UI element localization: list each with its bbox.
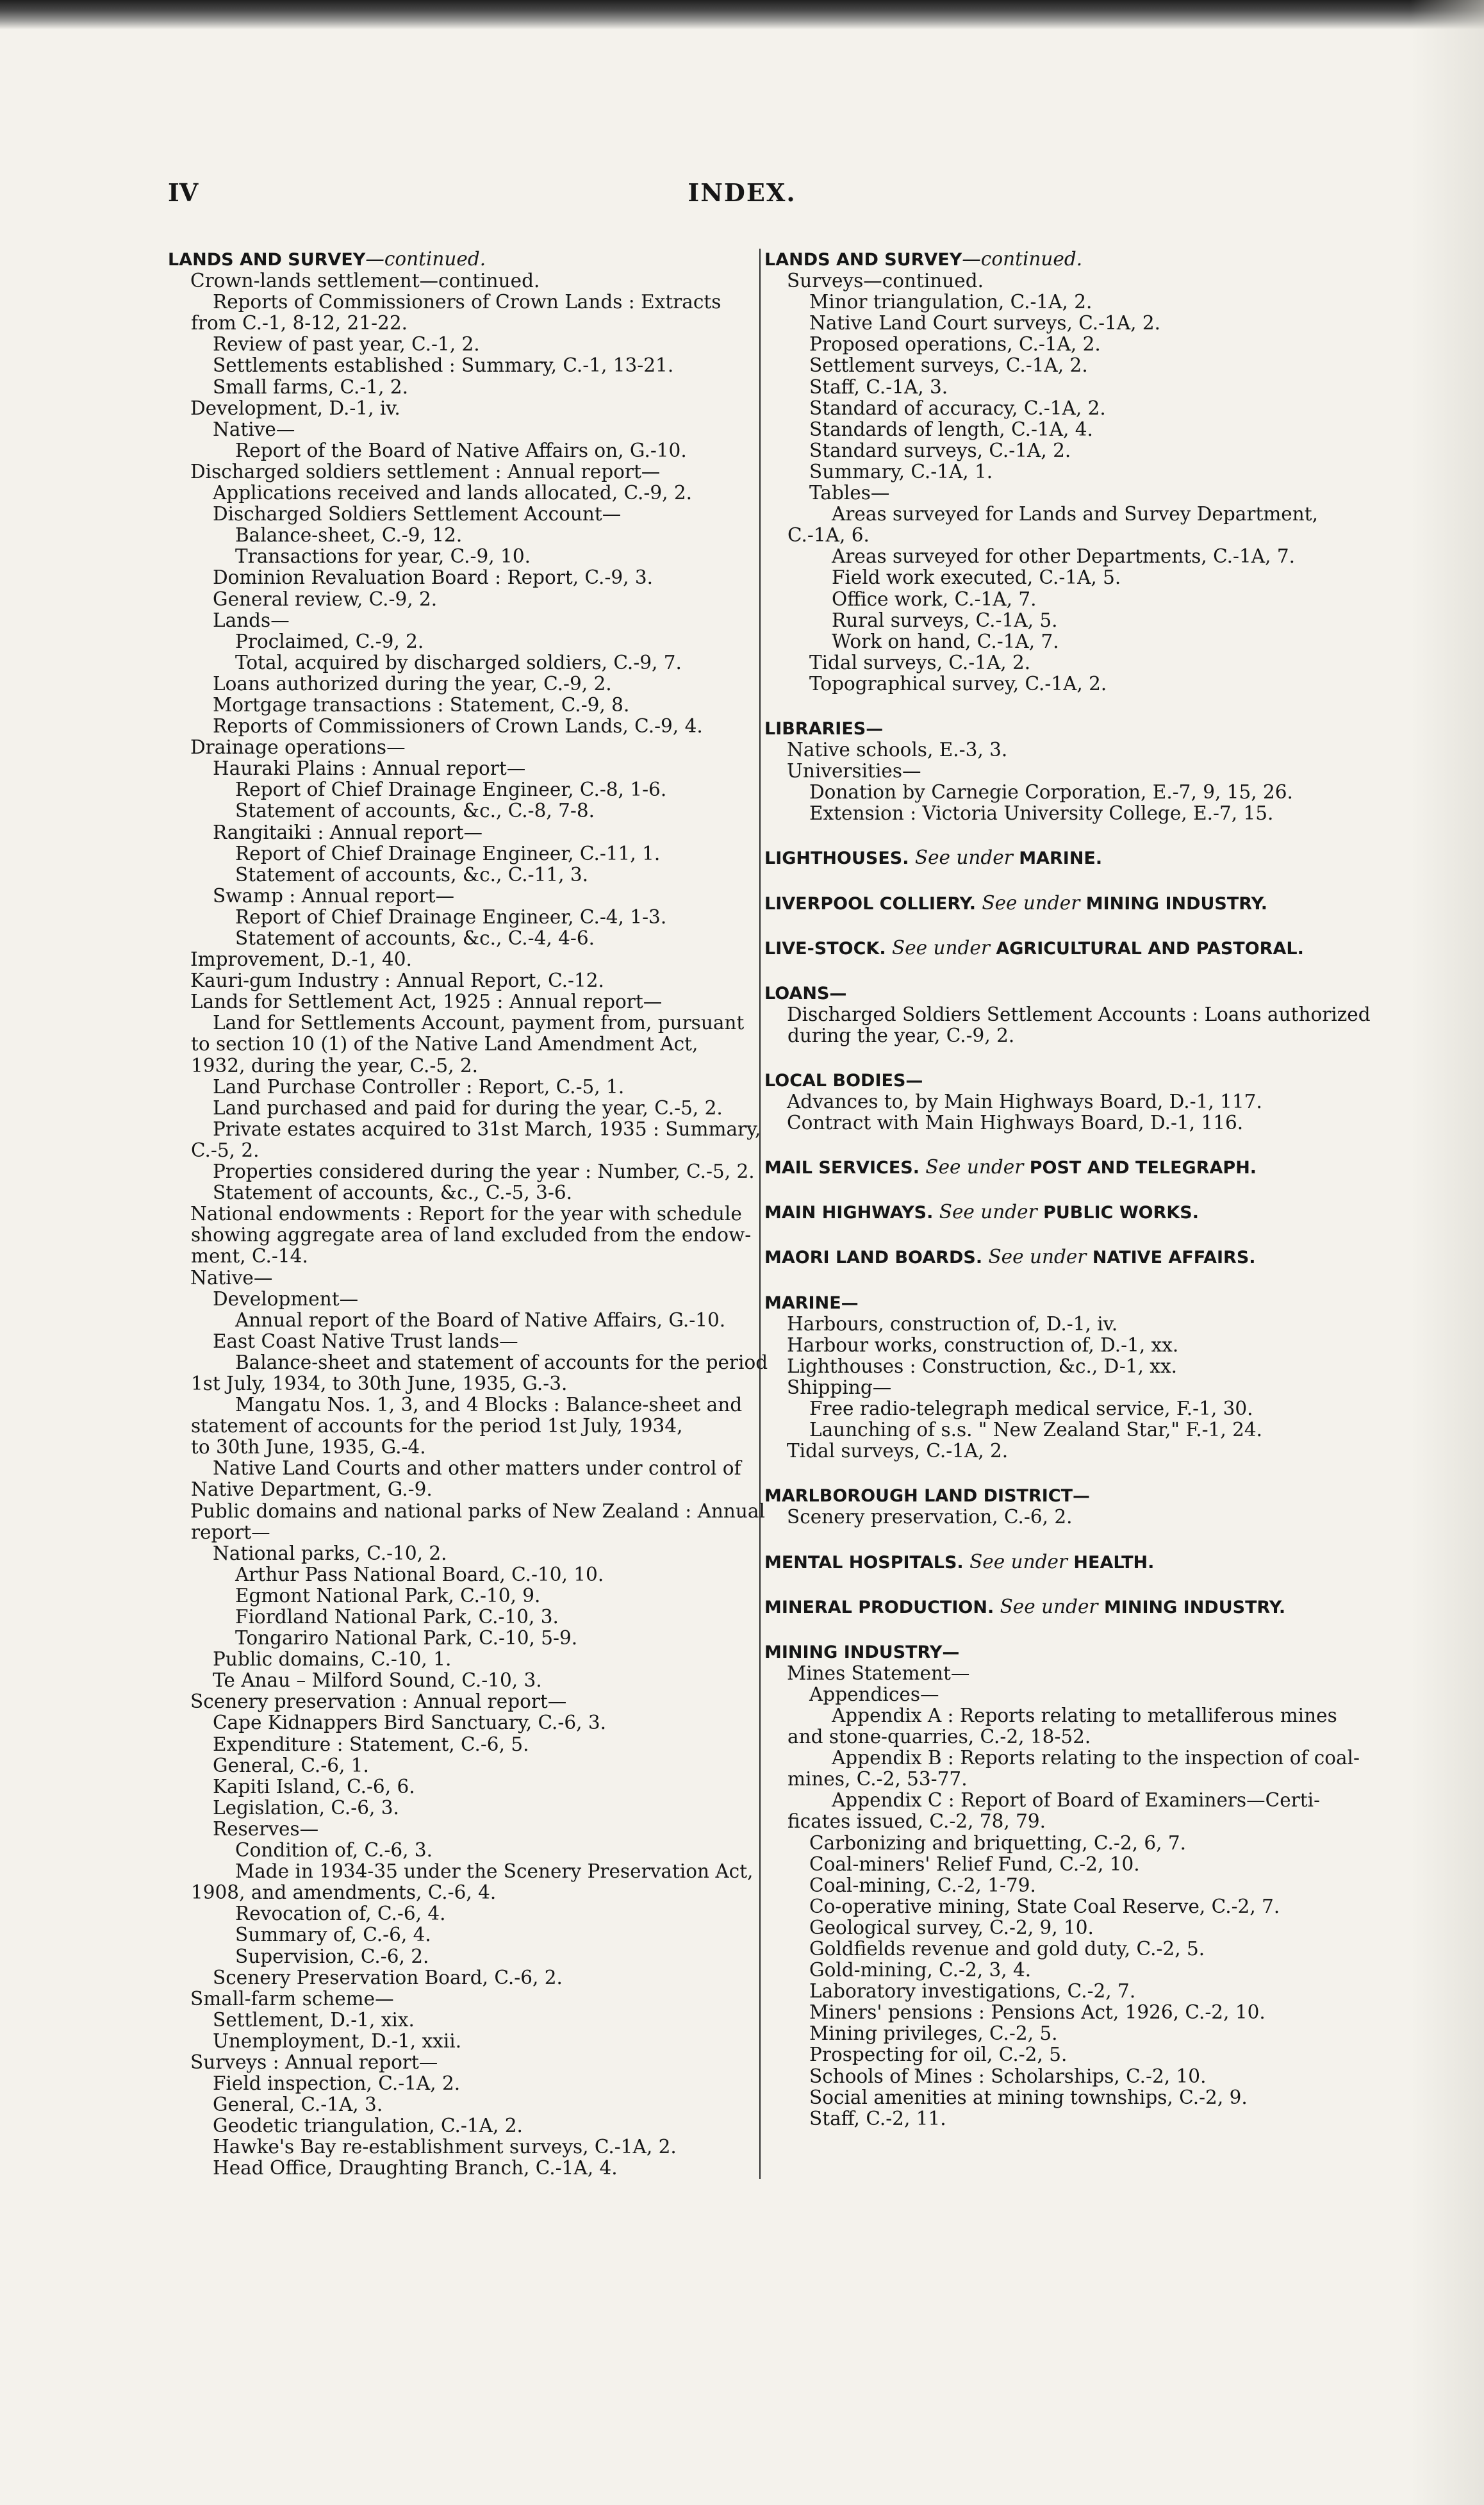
index-entry: ment, C.-14.	[191, 1245, 308, 1268]
entry-spacer	[764, 695, 1367, 718]
index-entry: Annual report of the Board of Native Affairs, G.-10.	[235, 1309, 726, 1331]
index-entry: Geological survey, C.-2, 9, 10.	[809, 1916, 1094, 1939]
index-entry: Native—	[213, 418, 295, 440]
index-entry: Mines Statement—	[787, 1662, 970, 1684]
index-entry: Tongariro National Park, C.-10, 5-9.	[235, 1627, 578, 1649]
index-entry: Discharged soldiers settlement : Annual report—	[190, 460, 661, 483]
see-under-label: See under	[969, 1550, 1068, 1573]
index-entry: Mining privileges, C.-2, 5.	[809, 2022, 1058, 2045]
see-under-label: See under	[988, 1246, 1087, 1268]
index-entry: Surveys—continued.	[787, 270, 984, 292]
index-entry: Rural surveys, C.-1A, 5.	[832, 609, 1058, 631]
index-entry: Private estates acquired to 31st March, 1935 : Summary,	[213, 1118, 761, 1140]
index-entry: General review, C.-9, 2.	[213, 588, 438, 610]
index-entry: Harbours, construction of, D.-1, iv.	[787, 1312, 1118, 1335]
index-column-right	[759, 248, 1371, 2179]
index-entry: Made in 1934-35 under the Scenery Preservation Act,	[235, 1860, 754, 1883]
index-heading	[764, 718, 1367, 740]
index-entry: Tables—	[809, 482, 890, 504]
index-entry: Cape Kidnappers Bird Sanctuary, C.-6, 3.	[213, 1712, 607, 1734]
index-entry: Swamp : Annual report—	[213, 884, 454, 907]
index-entry: C.-1A, 6.	[787, 524, 870, 547]
index-entry: Arthur Pass National Board, C.-10, 10.	[235, 1563, 604, 1585]
entry-spacer	[764, 1573, 1367, 1596]
index-entry: Coal-mining, C.-2, 1-79.	[809, 1874, 1036, 1896]
index-entry: Loans authorized during the year, C.-9, 2.	[213, 672, 612, 695]
index-heading	[168, 249, 763, 270]
page-edge-shade	[1410, 0, 1484, 2505]
index-entry: Report of Chief Drainage Engineer, C.-8, 1-6.	[235, 779, 667, 801]
heading-text: MARINE—	[764, 1293, 859, 1313]
index-entry: Settlement surveys, C.-1A, 2.	[809, 354, 1088, 377]
index-entry: Discharged Soldiers Settlement Account—	[213, 503, 622, 525]
index-entry: Rangitaiki : Annual report—	[213, 821, 483, 843]
index-entry: Free radio-telegraph medical service, F.-1, 30.	[809, 1398, 1253, 1420]
cross-reference-target: MARINE.	[1019, 848, 1103, 869]
index-entry: Report of the Board of Native Affairs on, G.-10.	[235, 439, 687, 461]
index-entry: Native Land Court surveys, C.-1A, 2.	[809, 312, 1161, 335]
index-entry: Balance-sheet and statement of accounts for the period	[235, 1351, 768, 1373]
index-entry: Field work executed, C.-1A, 5.	[832, 566, 1121, 589]
index-entry: Contract with Main Highways Board, D.-1, 116.	[787, 1112, 1244, 1134]
index-entry: Balance-sheet, C.-9, 12.	[235, 524, 463, 547]
index-entry: Unemployment, D.-1, xxii.	[213, 2030, 462, 2052]
index-entry: Scenery preservation, C.-6, 2.	[787, 1506, 1073, 1528]
index-entry: 1st July, 1934, to 30th June, 1935, G.-3.	[191, 1372, 568, 1394]
scan-edge-shadow	[0, 0, 1484, 29]
index-entry: and stone-quarries, C.-2, 18-52.	[787, 1726, 1091, 1748]
entry-spacer	[764, 1134, 1367, 1157]
entry-spacer	[764, 1528, 1367, 1551]
index-entry: General, C.-6, 1.	[213, 1754, 369, 1776]
index-entry: Hawke's Bay re-establishment surveys, C.-1A, 2.	[213, 2136, 677, 2158]
index-entry: Applications received and lands allocated, C.-9, 2.	[213, 482, 693, 504]
entry-spacer	[764, 1618, 1367, 1641]
index-entry: Native Department, G.-9.	[191, 1478, 433, 1501]
index-entry: Reserves—	[213, 1817, 319, 1840]
index-entry: Statement of accounts, &c., C.-5, 3-6.	[213, 1182, 573, 1204]
index-heading	[764, 893, 1367, 914]
heading-text: LIBRARIES—	[764, 718, 884, 739]
entry-spacer	[764, 1269, 1367, 1292]
index-entry: Work on hand, C.-1A, 7.	[832, 630, 1059, 652]
index-entry: Report of Chief Drainage Engineer, C.-11, 1.	[235, 842, 661, 864]
index-entry: Extension : Victoria University College, E.-7, 15.	[809, 802, 1274, 825]
entry-spacer	[764, 1462, 1367, 1485]
index-entry: Surveys : Annual report—	[190, 2051, 438, 2073]
index-entry: Gold-mining, C.-2, 3, 4.	[809, 1959, 1032, 1981]
index-entry: Discharged Soldiers Settlement Accounts : Loans authorized	[787, 1003, 1371, 1025]
index-entry: 1908, and amendments, C.-6, 4.	[191, 1881, 497, 1904]
heading-text: MAIL SERVICES.	[764, 1158, 919, 1178]
index-heading	[764, 1070, 1367, 1091]
index-entry: Native Land Courts and other matters under control of	[213, 1457, 741, 1480]
index-heading	[764, 1485, 1367, 1507]
index-entry: Staff, C.-1A, 3.	[809, 376, 948, 398]
index-entry: Native schools, E.-3, 3.	[787, 739, 1008, 761]
entry-spacer	[764, 870, 1367, 893]
index-entry: Crown-lands settlement—continued.	[190, 270, 540, 292]
index-entry: Standard of accuracy, C.-1A, 2.	[809, 397, 1106, 419]
index-heading	[764, 1202, 1367, 1223]
index-entry: Shipping—	[787, 1376, 892, 1398]
index-entry: Appendix A : Reports relating to metalliferous mines	[832, 1704, 1337, 1726]
index-entry: from C.-1, 8-12, 21-22.	[191, 312, 408, 335]
index-entry: Land purchased and paid for during the year, C.-5, 2.	[213, 1096, 723, 1119]
index-entry: to 30th June, 1935, G.-4.	[191, 1436, 426, 1459]
index-entry: Public domains, C.-10, 1.	[213, 1648, 452, 1671]
see-under-label: See under	[892, 936, 990, 959]
index-entry: Statement of accounts, &c., C.-4, 4-6.	[235, 927, 595, 949]
index-entry: Scenery preservation : Annual report—	[190, 1691, 567, 1713]
index-entry: Minor triangulation, C.-1A, 2.	[809, 291, 1092, 313]
index-entry: Report of Chief Drainage Engineer, C.-4, 1-3.	[235, 905, 667, 928]
entry-spacer	[764, 824, 1367, 847]
index-entry: Staff, C.-2, 11.	[809, 2107, 946, 2129]
see-under-label: See under	[939, 1201, 1037, 1223]
index-entry: East Coast Native Trust lands—	[213, 1330, 518, 1352]
index-entry: Prospecting for oil, C.-2, 5.	[809, 2044, 1068, 2066]
index-entry: Areas surveyed for other Departments, C.-1A, 7.	[832, 545, 1295, 568]
entry-spacer	[764, 959, 1367, 982]
heading-text: MAORI LAND BOARDS.	[764, 1248, 983, 1268]
index-entry: Settlement, D.-1, xix.	[213, 2008, 415, 2031]
heading-text: LANDS AND SURVEY	[764, 250, 962, 270]
index-entry: Mortgage transactions : Statement, C.-9, 8.	[213, 693, 630, 716]
index-entry: Universities—	[787, 760, 921, 782]
index-entry: Summary, C.-1A, 1.	[809, 460, 993, 483]
index-heading	[764, 982, 1367, 1004]
index-heading	[764, 1246, 1367, 1268]
index-entry: Topographical survey, C.-1A, 2.	[809, 672, 1107, 695]
index-entry: Launching of s.s. " New Zealand Star," F.-1, 24.	[809, 1419, 1263, 1441]
index-entry: Proclaimed, C.-9, 2.	[235, 630, 424, 652]
index-entry: Supervision, C.-6, 2.	[235, 1945, 429, 1967]
index-entry: Goldfields revenue and gold duty, C.-2, 5.	[809, 1938, 1205, 1960]
index-entry: Statement of accounts, &c., C.-8, 7-8.	[235, 800, 595, 822]
index-entry: Hauraki Plains : Annual report—	[213, 757, 526, 780]
entry-spacer	[764, 914, 1367, 938]
index-entry: Coal-miners' Relief Fund, C.-2, 10.	[809, 1853, 1140, 1875]
index-entry: National parks, C.-10, 2.	[213, 1542, 447, 1564]
index-entry: 1932, during the year, C.-5, 2.	[191, 1054, 479, 1077]
index-entry: Legislation, C.-6, 3.	[213, 1796, 399, 1819]
cross-reference-target: HEALTH.	[1073, 1552, 1155, 1573]
index-entry: Co-operative mining, State Coal Reserve, C.-2, 7.	[809, 1895, 1280, 1917]
index-heading	[764, 1292, 1367, 1314]
index-entry: showing aggregate area of land excluded from the endow-	[191, 1224, 752, 1246]
index-entry: Condition of, C.-6, 3.	[235, 1839, 433, 1862]
index-entry: Summary of, C.-6, 4.	[235, 1924, 431, 1946]
index-heading	[764, 1641, 1367, 1663]
index-entry: mines, C.-2, 53-77.	[787, 1768, 968, 1790]
heading-text: LIVERPOOL COLLIERY.	[764, 893, 976, 914]
index-entry: Kapiti Island, C.-6, 6.	[213, 1775, 415, 1798]
index-entry: Laboratory investigations, C.-2, 7.	[809, 1980, 1136, 2003]
index-entry: Donation by Carnegie Corporation, E.-7, 9, 15, 26.	[809, 781, 1293, 804]
index-entry: Te Anau – Milford Sound, C.-10, 3.	[213, 1669, 542, 1692]
heading-text: MENTAL HOSPITALS.	[764, 1552, 964, 1573]
index-entry: Total, acquired by discharged soldiers, C.-9, 7.	[235, 651, 682, 674]
index-entry: Review of past year, C.-1, 2.	[213, 333, 480, 356]
index-entry: Kauri-gum Industry : Annual Report, C.-12.	[190, 970, 604, 992]
index-entry: Dominion Revaluation Board : Report, C.-9, 3.	[213, 566, 654, 589]
page-number: IV	[168, 178, 199, 207]
heading-text: LANDS AND SURVEY	[168, 250, 366, 270]
index-entry: Appendices—	[809, 1683, 939, 1705]
index-entry: National endowments : Report for the year with schedule	[190, 1203, 742, 1225]
page-title: INDEX.	[688, 178, 796, 207]
index-entry: Carbonizing and briquetting, C.-2, 6, 7.	[809, 1831, 1187, 1854]
index-entry: Small-farm scheme—	[190, 1987, 394, 2010]
index-entry: Scenery Preservation Board, C.-6, 2.	[213, 1966, 563, 1988]
index-entry: Schools of Mines : Scholarships, C.-2, 10.	[809, 2065, 1207, 2087]
index-entry: Improvement, D.-1, 40.	[190, 948, 412, 971]
index-entry: Transactions for year, C.-9, 10.	[235, 545, 531, 568]
index-entry: report—	[191, 1521, 270, 1543]
continued-label: —continued.	[962, 248, 1083, 270]
index-entry: Egmont National Park, C.-10, 9.	[235, 1584, 541, 1607]
heading-text: LIGHTHOUSES.	[764, 848, 909, 869]
index-entry: Reports of Commissioners of Crown Lands, C.-9, 4.	[213, 715, 703, 738]
index-entry: Land Purchase Controller : Report, C.-5, 1.	[213, 1075, 625, 1098]
entry-spacer	[764, 1223, 1367, 1246]
index-entry: Miners' pensions : Pensions Act, 1926, C.-2, 10.	[809, 2001, 1266, 2024]
see-under-label: See under	[1000, 1595, 1098, 1617]
index-entry: Areas surveyed for Lands and Survey Department,	[832, 503, 1318, 525]
see-under-label: See under	[982, 891, 1080, 914]
index-entry: Mangatu Nos. 1, 3, and 4 Blocks : Balance-sheet and	[235, 1394, 743, 1416]
index-entry: during the year, C.-9, 2.	[787, 1024, 1015, 1046]
index-entry: Proposed operations, C.-1A, 2.	[809, 333, 1101, 356]
heading-text: LOANS—	[764, 983, 847, 1004]
index-entry: Head Office, Draughting Branch, C.-1A, 4.	[213, 2157, 618, 2179]
cross-reference-target: POST AND TELEGRAPH.	[1029, 1158, 1257, 1178]
index-entry: Small farms, C.-1, 2.	[213, 376, 409, 398]
index-entry: Geodetic triangulation, C.-1A, 2.	[213, 2115, 523, 2137]
index-entry: Drainage operations—	[190, 736, 406, 759]
index-entry: Public domains and national parks of New Zealand : Annual	[190, 1500, 765, 1522]
heading-text: LIVE-STOCK.	[764, 938, 886, 959]
index-entry: Appendix C : Report of Board of Examiners—Certi-	[832, 1789, 1321, 1812]
index-entry: Development—	[213, 1287, 359, 1310]
see-under-label: See under	[925, 1156, 1024, 1178]
index-entry: Tidal surveys, C.-1A, 2.	[809, 651, 1031, 674]
index-entry: General, C.-1A, 3.	[213, 2094, 383, 2116]
index-entry: Revocation of, C.-6, 4.	[235, 1903, 446, 1925]
heading-text: MAIN HIGHWAYS.	[764, 1203, 934, 1223]
index-heading	[764, 1157, 1367, 1178]
index-heading	[764, 847, 1367, 869]
index-entry: Field inspection, C.-1A, 2.	[213, 2072, 461, 2095]
index-entry: Office work, C.-1A, 7.	[832, 588, 1037, 610]
index-entry: Lands for Settlement Act, 1925 : Annual report—	[190, 991, 663, 1013]
heading-text: LOCAL BODIES—	[764, 1071, 923, 1091]
index-heading	[764, 1551, 1367, 1573]
index-entry: ficates issued, C.-2, 78, 79.	[787, 1810, 1046, 1833]
index-entry: Properties considered during the year : Number, C.-5, 2.	[213, 1161, 755, 1183]
index-entry: Tidal surveys, C.-1A, 2.	[787, 1440, 1009, 1462]
index-heading	[764, 1596, 1367, 1618]
index-entry: Social amenities at mining townships, C.-2, 9.	[809, 2086, 1248, 2108]
cross-reference-target: AGRICULTURAL AND PASTORAL.	[996, 938, 1304, 959]
index-entry: Settlements established : Summary, C.-1, 13-21.	[213, 354, 674, 377]
index-entry: C.-5, 2.	[191, 1139, 260, 1161]
index-entry: Harbour works, construction of, D.-1, xx.	[787, 1334, 1179, 1356]
entry-spacer	[764, 1178, 1367, 1202]
cross-reference-target: NATIVE AFFAIRS.	[1092, 1248, 1256, 1268]
index-heading	[764, 249, 1367, 270]
index-column-left	[168, 248, 768, 2179]
index-entry: Reports of Commissioners of Crown Lands : Extracts	[213, 291, 721, 313]
index-entry: Appendix B : Reports relating to the inspection of coal-	[832, 1747, 1360, 1769]
heading-text: MARLBOROUGH LAND DISTRICT—	[764, 1486, 1091, 1507]
index-entry: Advances to, by Main Highways Board, D.-1, 117.	[787, 1091, 1262, 1113]
index-entry: Native—	[190, 1266, 273, 1289]
cross-reference-target: MINING INDUSTRY.	[1103, 1597, 1286, 1617]
index-entry: statement of accounts for the period 1st July, 1934,	[191, 1415, 683, 1437]
index-entry: Lands—	[213, 609, 290, 631]
index-entry: Standard surveys, C.-1A, 2.	[809, 439, 1071, 461]
heading-text: MINING INDUSTRY—	[764, 1642, 960, 1662]
index-entry: Fiordland National Park, C.-10, 3.	[235, 1606, 559, 1628]
see-under-label: See under	[914, 847, 1013, 869]
index-heading	[764, 938, 1367, 959]
index-entry: Statement of accounts, &c., C.-11, 3.	[235, 863, 589, 886]
continued-label: —continued.	[365, 248, 486, 270]
index-entry: Land for Settlements Account, payment from, pursuant	[213, 1012, 745, 1034]
entry-spacer	[764, 1046, 1367, 1070]
page-header	[0, 178, 1484, 217]
heading-text: MINERAL PRODUCTION.	[764, 1597, 994, 1617]
cross-reference-target: MINING INDUSTRY.	[1085, 893, 1267, 914]
index-entry: Expenditure : Statement, C.-6, 5.	[213, 1733, 529, 1755]
index-entry: Development, D.-1, iv.	[190, 397, 400, 419]
index-entry: to section 10 (1) of the Native Land Amendment Act,	[191, 1033, 698, 1055]
index-entry: Lighthouses : Construction, &c., D-1, xx.	[787, 1355, 1177, 1377]
index-entry: Standards of length, C.-1A, 4.	[809, 418, 1093, 440]
cross-reference-target: PUBLIC WORKS.	[1043, 1203, 1199, 1223]
